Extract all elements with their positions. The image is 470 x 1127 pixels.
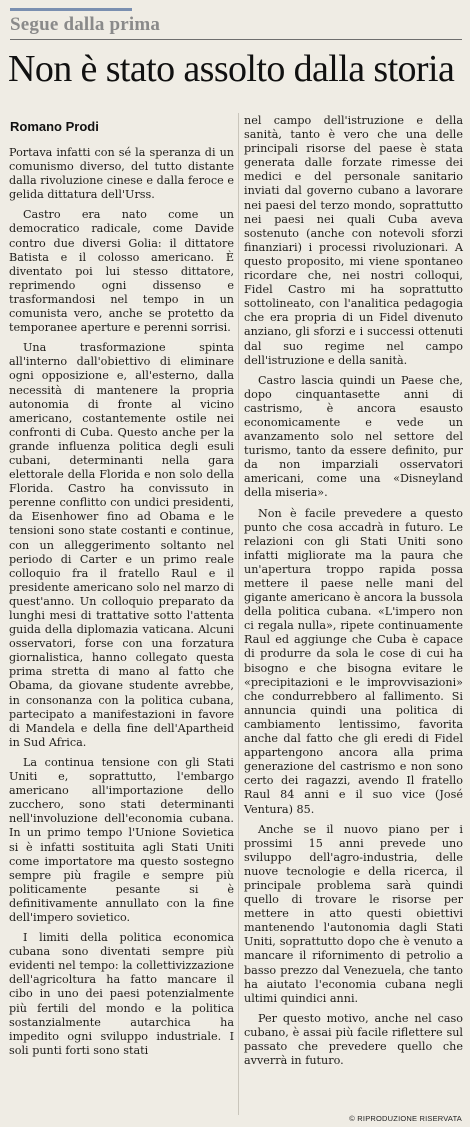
- paragraph: Non è facile prevedere a questo punto che cosa accadrà in futuro. Le relazioni con gli Stati Uniti sono infatti migliorate ma la paura che un'apertura troppo rapida possa mettere il paese nelle mani del gigante americano è ancora la bussola della politica cubana. «L'impero non ci regala nulla», ripete continuamente Raul ed aggiunge che Cuba è capace di produrre da sola le cose di cui ha bisogno e che bisogna evitare le «precipitazioni e le improvvisazioni» che condurrebbero al fallimento. Si annuncia quindi una politica di cambiamento lentissimo, favorita anche dal fatto che gli eredi di Fidel appartengono ancora alla prima generazione del castrismo e non sono certo dei ragazzi, avendo Il fratello Raul 84 anni e il suo vice (José Ventura) 85.: [244, 506, 463, 816]
- paragraph: Una trasformazione spinta all'interno dall'obiettivo di eliminare ogni opposizione e, all'esterno, dalla necessità di mantenere la propria autonomia di fronte al vicino americano, costantemente ostile nei confronti di Cuba. Questo anche per la grande influenza politica degli esuli cubani, determinanti nella gara elettorale della Florida e non solo della Florida. Castro ha convissuto in perenne conflitto con undici presidenti, da Eisenhower fino ad Obama e le tensioni sono state costanti e continue, con un alleggerimento soltanto nel periodo di Carter e un primo reale colloquio fra il fratello Raul e il presidente americano solo nel marzo di quest'anno. Un colloquio preparato da lunghi mesi di trattative sotto l'attenta guida della diplomazia vaticana. Alcuni osservatori, forse con una forzatura giornalistica, hanno collegato questa prima stretta di mano al fatto che Obama, da giovane studente avrebbe, in consonanza con la politica cubana, partecipato a manifestazioni in favore di Mandela e della fine dell'Apartheid in Sud Africa.: [9, 341, 234, 749]
- paragraph: La continua tensione con gli Stati Uniti e, soprattutto, l'embargo americano all'importazione dello zucchero, sono stati determinanti nell'involuzione dell'economia cubana. In un primo tempo l'Unione Sovietica si è infatti sostituita agli Stati Uniti come importatore ma questo sostegno sempre più fragile e sempre più politicamente pesante si è definitivamente annullato con la fine dell'impero sovietico.: [9, 755, 234, 924]
- paragraph: nel campo dell'istruzione e della sanità, tanto è vero che una delle principali risorse del paese è stata generata dalle forzate rimesse dei medici e del personale sanitario inviati dal governo cubano a lavorare nei paesi del terzo mondo, soprattutto nei paesi nei quali Cuba aveva sostenuto (anche con notevoli sforzi finanziari) i processi rivoluzionari. A questo proposito, mi viene spontaneo ricordare che, nei nostri colloqui, Fidel Castro mi ha soprattutto sottolineato, con l'analitica pedagogia che era propria di un Fidel divenuto anziano, gli sforzi e i successi ottenuti dal suo regime nel campo dell'istruzione e della sanità.: [244, 114, 463, 367]
- paragraph: Portava infatti con sé la speranza di un comunismo diverso, del tutto distante dalla rivoluzione cinese e dalla feroce e gelida dittatura dell'Urss.: [9, 146, 234, 202]
- article-author: Romano Prodi: [10, 119, 99, 134]
- paragraph: Anche se il nuovo piano per i prossimi 15 anni prevede uno sviluppo dell'agro-industria, delle nuove tecnologie e della ricerca, il principale problema sarà quindi quello di trovare le risorse per mettere in atto questi obiettivi mantenendo l'autonomia dagli Stati Uniti, soprattutto dopo che è venuto a mancare il rifornimento di petrolio a basso prezzo dal Venezuela, che tanto ha aiutato l'economia cubana negli ultimi quindici anni.: [244, 822, 463, 1005]
- paragraph: Castro era nato come un democratico radicale, come Davide contro due diversi Golia: il dittatore Batista e il colosso americano. È diventato poi lui stesso dittatore, reprimendo ogni dissenso e trasformandosi nel tempo in un comunista vero, anche se protetto da temporanee aperture e perenni sorrisi.: [9, 208, 234, 335]
- copyright-notice: © RIPRODUZIONE RISERVATA: [349, 1114, 462, 1123]
- section-accent-bar: [10, 8, 132, 11]
- paragraph: I limiti della politica economica cubana sono diventati sempre più evidenti nel tempo: la collettivizzazione dell'agricoltura ha fatto mancare il cibo in uno dei paesi potenzialmente più fertili del mondo e la politica sostanzialmente autarchica ha impedito ogni sviluppo industriale. I soli punti forti sono stati: [9, 931, 234, 1057]
- article-headline: Non è stato assolto dalla storia: [8, 48, 455, 90]
- kicker-divider: [10, 39, 462, 40]
- paragraph: Castro lascia quindi un Paese che, dopo cinquantasette anni di castrismo, è ancora esausto economicamente e vede un avanzamento solo nel settore del turismo, tanto da essere definito, pur da non imparziali osservatori americani, come una «Disneyland della miseria».: [244, 373, 463, 500]
- section-kicker: Segue dalla prima: [10, 14, 161, 35]
- column-divider: [238, 113, 239, 1115]
- paragraph: Per questo motivo, anche nel caso cubano, è assai più facile riflettere sul passato che prevedere quello che avverrà in futuro.: [244, 1011, 463, 1068]
- article-column-left: [9, 146, 234, 1064]
- article-column-right: [244, 114, 463, 1074]
